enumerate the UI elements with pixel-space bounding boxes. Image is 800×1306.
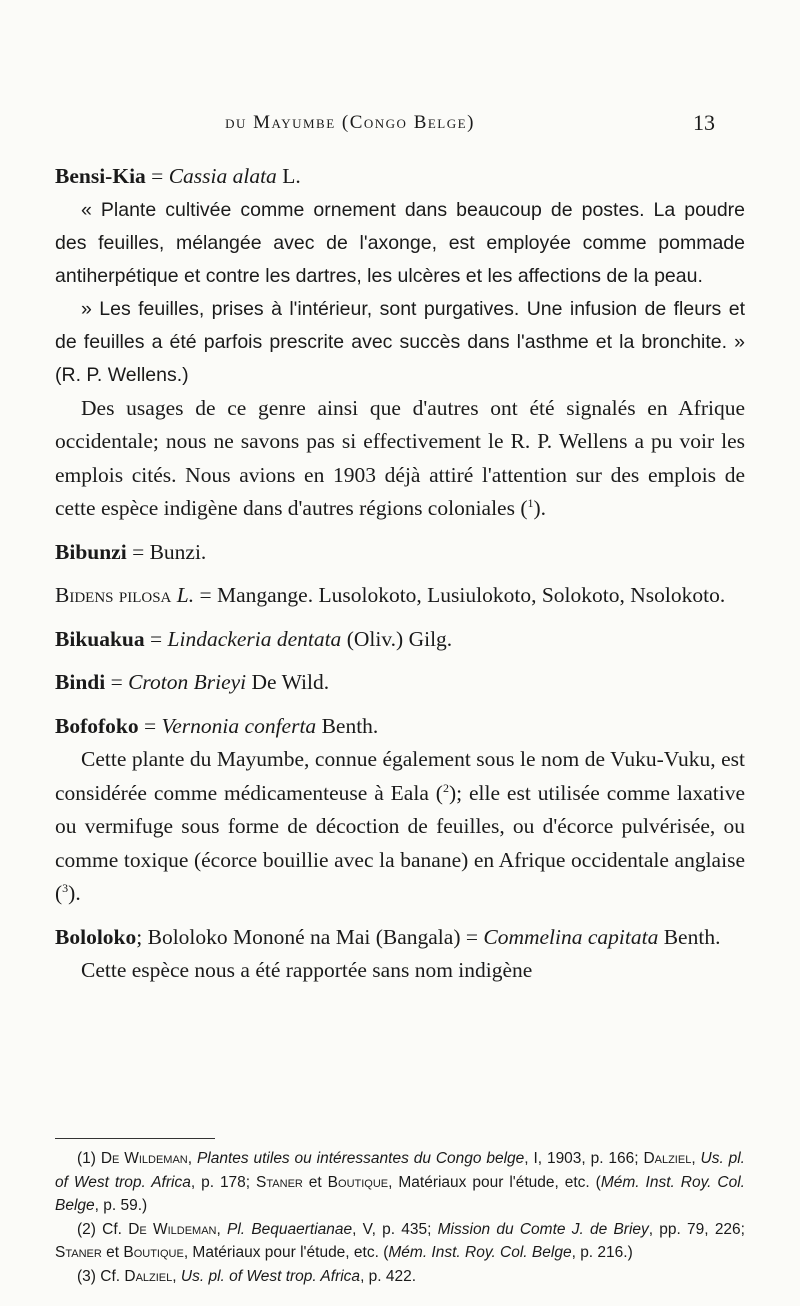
equals-sign: = <box>138 713 162 738</box>
citation-title: Mission du Comte J. de Briey <box>437 1220 649 1238</box>
entry-headword: Bofofoko <box>55 713 139 738</box>
footnote-text: et <box>101 1244 124 1261</box>
footnote-reference[interactable]: 1 <box>527 495 534 510</box>
commentary-paragraph <box>55 743 745 911</box>
footnote-mark: (2) <box>77 1220 96 1238</box>
entry-text: = Mangange. Lusolokoto, Lusiulokoto, Solokoto, Nsolokoto. <box>194 583 726 607</box>
latin-name: Lindackeria dentata <box>167 626 342 651</box>
commentary-paragraph <box>55 392 745 526</box>
quote-paragraph: « Plante cultivée comme ornement dans beaucoup de postes. La poudre des feuilles, mélangée avec de l'axonge, est employée comme pommade antiherpétique et contre les dartres, les ulcères et les affections de la peau. <box>55 198 745 287</box>
author-abbrev: L. <box>276 164 301 188</box>
entry-headword: Bindi <box>55 670 106 694</box>
latin-name: Vernonia conferta <box>161 713 317 738</box>
footnote-text: , p. 422. <box>360 1267 417 1285</box>
citation-title: Pl. Bequaertianae <box>227 1220 353 1238</box>
footnote-text: , <box>172 1267 181 1285</box>
footnote-text: et <box>302 1173 328 1191</box>
page-body <box>55 160 745 988</box>
entry-bidens-pilosa <box>55 579 745 613</box>
commentary-text: ). <box>533 496 547 520</box>
footnotes <box>55 1147 745 1288</box>
entry-headword: Bidens pilosa <box>55 583 172 607</box>
page-number: 13 <box>693 110 715 135</box>
entry-bololoko <box>55 921 745 955</box>
citation-author: Dalziel <box>643 1150 692 1167</box>
citation-author: Staner <box>55 1244 102 1261</box>
equals-sign: = <box>145 164 169 188</box>
citation-title: Mém. Inst. Roy. Col. Belge <box>388 1244 572 1261</box>
entry-bibunzi <box>55 536 745 570</box>
citation-title: Mém. Inst. Roy. Col. Belge <box>55 1173 745 1214</box>
footnote-mark: (3) <box>77 1267 96 1285</box>
footnote-reference[interactable]: 3 <box>62 880 69 895</box>
latin-name: Croton Brieyi <box>128 670 247 694</box>
footnote <box>55 1147 745 1218</box>
footnote-text: , p. 178; <box>190 1173 257 1191</box>
footnote-text: , Matériaux pour l'étude, etc. ( <box>388 1173 601 1191</box>
entry-headword: Bololoko <box>55 924 137 949</box>
footnote-text: , Matériaux pour l'étude, etc. ( <box>183 1244 389 1261</box>
author-abbrev: De Wild. <box>246 670 330 694</box>
citation-title: Us. pl. of West trop. Africa <box>55 1150 745 1191</box>
footnote-mark: (1) <box>77 1150 96 1167</box>
citation-author: Staner <box>256 1173 303 1191</box>
citation-author: Dalziel <box>124 1267 173 1285</box>
entry-headword: Bikuakua <box>55 626 145 651</box>
author-abbrev: (Oliv.) Gilg. <box>341 626 453 651</box>
footnote-text: , p. 59.) <box>94 1197 148 1214</box>
citation-title: Us. pl. of West trop. Africa <box>180 1267 361 1285</box>
entry-bikuakua <box>55 623 745 657</box>
commentary-text: Cette plante du Mayumbe, connue également sous le nom de Vuku-Vuku, est considérée comme médicamenteuse à Eala ( <box>55 747 745 805</box>
footnote <box>55 1218 745 1265</box>
latin-name: Cassia alata <box>168 164 277 188</box>
footnote-text: , I, 1903, p. 166; <box>524 1150 644 1167</box>
entry-text: ; Bololoko Mononé na Mai (Bangala) = <box>136 924 484 949</box>
footnote-text: , <box>216 1220 228 1238</box>
commentary-text: ); elle est utilisée comme laxative ou vermifuge sous forme de décoction de feuilles, ou d'écorce pulvérisée, ou comme toxique (écorce bouillie avec la banane) en Afrique occidentale anglaise ( <box>55 780 745 905</box>
footnote <box>55 1265 745 1289</box>
quote-paragraph: » Les feuilles, prises à l'intérieur, sont purgatives. Une infusion de fleurs et de feuilles a été parfois prescrite avec succès dans l'asthme et la bronchite. » (R. P. Wellens.) <box>55 297 745 386</box>
equals-sign: = <box>144 626 168 651</box>
citation-author: Boutique <box>123 1244 184 1261</box>
entry-bofofoko <box>55 710 745 744</box>
commentary-paragraph: Cette espèce nous a été rapportée sans nom indigène <box>81 958 533 982</box>
footnote-text: , <box>691 1150 701 1167</box>
citation-author: De Wildeman <box>100 1150 188 1167</box>
entry-text: = Bunzi. <box>126 539 207 564</box>
entry-bindi <box>55 666 745 700</box>
footnote-separator <box>55 1138 215 1139</box>
author-abbrev: Benth. <box>316 713 379 738</box>
entry-headword: Bibunzi <box>55 539 127 564</box>
commentary-text: Des usages de ce genre ainsi que d'autres ont été signalés en Afrique occidentale; nous ne savons pas si effectivement le R. P. Wellens a pu voir les emplois cités. Nous avions en 1903 déjà attiré l'attention sur des emplois de cette espèce indigène dans d'autres régions coloniales ( <box>55 395 745 520</box>
footnote-text: Cf. <box>95 1267 125 1285</box>
footnote-text: , p. 216.) <box>571 1244 633 1261</box>
equals-sign: = <box>105 670 129 694</box>
running-title: du Mayumbe (Congo Belge) <box>225 112 475 133</box>
citation-author: Boutique <box>327 1173 389 1191</box>
author-abbrev: Benth. <box>658 924 721 949</box>
page-header <box>0 112 800 142</box>
footnote-text: , V, p. 435; <box>352 1220 438 1238</box>
footnote-reference[interactable]: 2 <box>442 780 449 795</box>
footnote-text: , pp. 79, 226; <box>648 1220 745 1238</box>
commentary-text: ). <box>68 881 81 905</box>
citation-author: De Wildeman <box>128 1220 217 1238</box>
entry-headword: Bensi-Kia <box>55 164 146 188</box>
author-abbrev: L. <box>171 583 195 607</box>
entry-bensi-kia <box>55 160 745 194</box>
citation-title: Plantes utiles ou intéressantes du Congo belge <box>196 1150 525 1167</box>
footnote-text: , <box>187 1150 197 1167</box>
latin-name: Commelina capitata <box>483 924 659 949</box>
footnote-text: Cf. <box>95 1220 129 1238</box>
